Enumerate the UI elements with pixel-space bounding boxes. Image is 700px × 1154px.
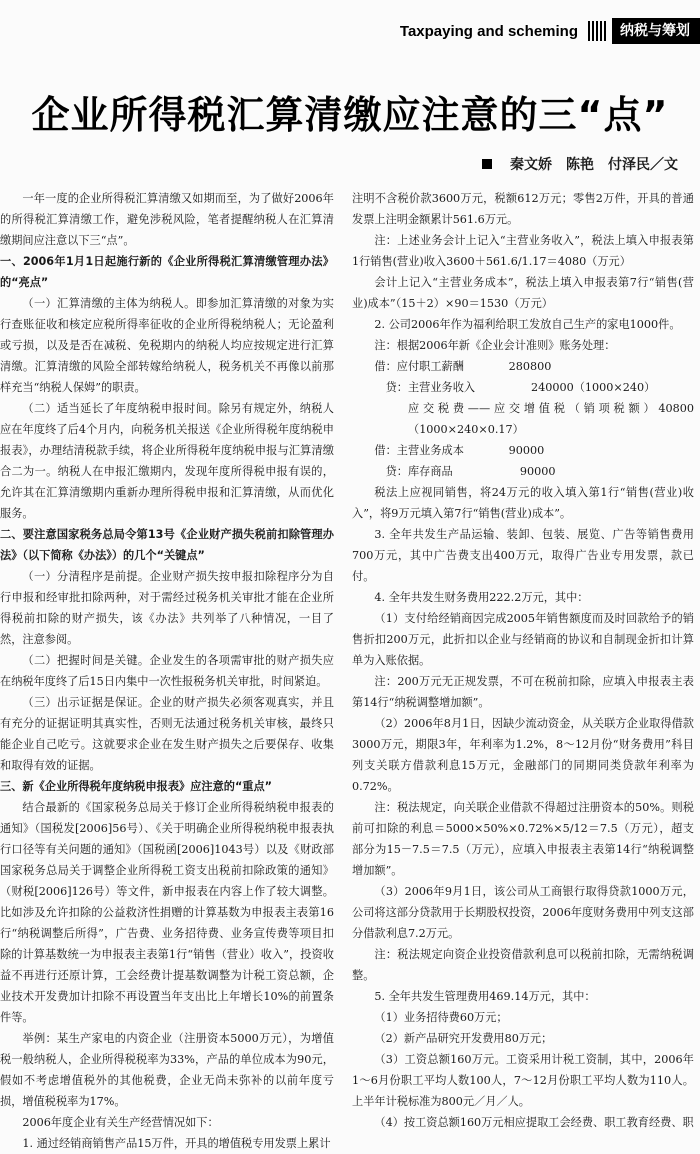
section-title-en: Taxpaying and scheming xyxy=(399,22,578,40)
paragraph: 注：税法规定向资企业投资借款利息可以税前扣除，无需纳税调整。 xyxy=(352,948,694,982)
paragraph: 2. 公司2006年作为福利给职工发放自己生产的家电1000件。 xyxy=(374,318,681,331)
section-header xyxy=(400,18,700,44)
paragraph: 贷：库存商品 90000 xyxy=(385,465,556,478)
right-column xyxy=(352,188,694,1133)
paragraph: 举例：某生产家电的内资企业（注册资本5000万元），为增值税一般纳税人，企业所得税税率为33%，产品的单位成本为90元，假如不考虑增值税外的其他税费，企业无尚未弥补的以前年度亏损，增值税税率为17%。 xyxy=(0,1032,334,1108)
paragraph: 5. 全年共发生管理费用469.14万元，其中： xyxy=(374,990,596,1003)
article-title: 企业所得税汇算清缴应注意的三“点” xyxy=(31,93,669,137)
paragraph: （1）支付给经销商因完成2005年销售额度而及时回款给予的销售折扣200万元，此折扣以企业与经销商的协议和自制现金折扣计算单为入账依据。 xyxy=(352,612,694,667)
left-column xyxy=(0,188,334,1154)
paragraph: （3）工资总额160万元。工资采用计税工资制，其中，2006年1～6月份职工平均人数100人，7～12月份职工平均人数为110人。上半年计税标准为800元／月／人。 xyxy=(352,1053,694,1108)
paragraph: 注：根据2006年新《企业会计准则》账务处理： xyxy=(374,339,616,352)
paragraph: 借：主营业务成本 90000 xyxy=(374,444,545,457)
paragraph: 会计上记入“主营业务成本”，税法上填入申报表第7行“销售(营业)成本”（15＋2）×90＝1530（万元） xyxy=(352,276,694,310)
paragraph: 注：上述业务会计上记入“主营业务收入”，税法上填入申报表第1行销售(营业)收入3600＋561.6/1.17＝4080（万元） xyxy=(352,234,694,268)
paragraph: 应交税费——应交增值税（销项税额）40800（1000×240×0.17） xyxy=(408,402,694,436)
paragraph: 2006年度企业有关生产经营情况如下： xyxy=(22,1116,219,1129)
paragraph: （三）出示证据是保证。企业的财产损失必须客观真实，并且有充分的证据证明其真实性，否则无法通过税务机关审核，最终只能企业自己吃亏。这就要求企业在发生财产损失之后要保存、收集和取得有效的证据。 xyxy=(0,696,334,772)
paragraph: （1）业务招待费60万元； xyxy=(374,1011,508,1024)
paragraph: 注明不含税价款3600万元，税额612万元；零售2万件，开具的普通发票上注明金额累计561.6万元。 xyxy=(352,192,694,226)
paragraph: 借：应付职工薪酬 280800 xyxy=(374,360,552,373)
paragraph: 税法上应视同销售，将24万元的收入填入第1行“销售(营业)收入”，将9万元填入第7行“销售(营业)成本”。 xyxy=(352,486,694,520)
paragraph: 注：税法规定，向关联企业借款不得超过注册资本的50%。则税前可扣除的利息＝5000×50%×0.72%×5/12＝7.5（万元），超支部分为15－7.5＝7.5（万元），应填入申报表主表第14行“纳税调整增加额”。 xyxy=(352,801,694,877)
paragraph: （2）2006年8月1日，因缺少流动资金，从关联方企业取得借款3000万元，期限3年，年利率为1.2%，8～12月份“财务费用”科目列支关联方借款利息15万元，金融部门的同期同类贷款年利率为0.72%。 xyxy=(352,717,694,793)
paragraph: 4. 全年共发生财务费用222.2万元，其中： xyxy=(374,591,589,604)
byline-square-icon xyxy=(482,159,492,169)
author-names: 秦文娇 陈艳 付泽民／文 xyxy=(510,157,678,173)
paragraph: （3）2006年9月1日，该公司从工商银行取得贷款1000万元，公司将这部分贷款用于长期股权投资，2006年度财务费用中列支这部分借款利息7.2万元。 xyxy=(352,885,694,940)
paragraph: （二）适当延长了年度纳税申报时间。除另有规定外，纳税人应在年度终了后4个月内，向税务机关报送《企业所得税年度纳税申报表》，办理结清税款手续，将企业所得税年度纳税申报与汇算清缴合二为一。纳税人在申报汇缴期内，发现年度所得税申报有误的，允许其在汇算清缴期内重新办理所得税申报和汇算清缴，从而优化服务。 xyxy=(0,402,334,520)
paragraph: （二）把握时间是关键。企业发生的各项需审批的财产损失应在纳税年度终了后15日内集中一次性报税务机关审批，时间紧迫。 xyxy=(0,654,334,688)
section-heading: 三、新《企业所得税年度纳税申报表》应注意的“重点” xyxy=(0,780,273,793)
section-heading: 二、要注意国家税务总局令第13号《企业财产损失税前扣除管理办法》（以下简称《办法》）的几个“关键点” xyxy=(0,528,334,562)
byline xyxy=(482,154,678,174)
section-title-cn: 纳税与筹划 xyxy=(612,18,700,44)
paragraph: 1. 通过经销商销售产品15万件，开具的增值税专用发票上累计 xyxy=(22,1137,331,1150)
paragraph: 注：200万元无正规发票，不可在税前扣除，应填入申报表主表第14行“纳税调整增加额”。 xyxy=(352,675,694,709)
paragraph: 一年一度的企业所得税汇算清缴又如期而至，为了做好2006年的所得税汇算清缴工作，避免涉税风险，笔者提醒纳税人在汇算清缴期间应注意以下三“点”。 xyxy=(0,192,334,247)
paragraph: 贷：主营业务收入 240000（1000×240） xyxy=(385,381,656,394)
paragraph: （一）分清程序是前提。企业财产损失按申报扣除程序分为自行申报和经审批扣除两种，对于需经过税务机关审批才能在企业所得税前扣除的财产损失，该《办法》共列举了八种情况，一目了然，注意参阅。 xyxy=(0,570,334,646)
paragraph: （一）汇算清缴的主体为纳税人。即参加汇算清缴的对象为实行查账征收和核定应税所得率征收的企业所得税纳税人；无论盈利或亏损，以及是否在减税、免税期内的纳税人均应按规定进行汇算清缴。汇算清缴的风险全部转嫁给纳税人，税务机关不再像以前那样充当“纳税人保姆”的职责。 xyxy=(0,297,334,394)
section-heading: 一、2006年1月1日起施行新的《企业所得税汇算清缴管理办法》的“亮点” xyxy=(0,255,334,289)
header-bars-decoration xyxy=(588,21,606,41)
paragraph: （4）按工资总额160万元相应提取工会经费、职工教育经费、职 xyxy=(374,1116,694,1129)
paragraph: 结合最新的《国家税务总局关于修订企业所得税纳税申报表的通知》（国税发[2006]56号）、《关于明确企业所得税纳税申报表执行口径等有关问题的通知》（国税函[2006]1043号）以及《财政部国家税务总局关于调整企业所得税工资支出税前扣除政策的通知》（财税[2006]126号）等文件，新申报表在内容上作了较大调整。比如涉及允许扣除的公益救济性捐赠的计算基数为申报表主表第16行“纳税调整后所得”，广告费、业务招待费、业务宣传费等项目扣除的计算基数统一为申报表主表第1行“销售（营业）收入”，投资收益不再进行还原计算，工会经费计提基数调整为计税工资总额，企业技术开发费加计扣除不再设置当年支出比上年增长10%的前置条件等。 xyxy=(0,801,334,1024)
paragraph: （2）新产品研究开发费用80万元； xyxy=(374,1032,553,1045)
paragraph: 3. 全年共发生产品运输、装卸、包装、展览、广告等销售费用700万元，其中广告费支出400万元，取得广告业专用发票，款已付。 xyxy=(352,528,694,583)
